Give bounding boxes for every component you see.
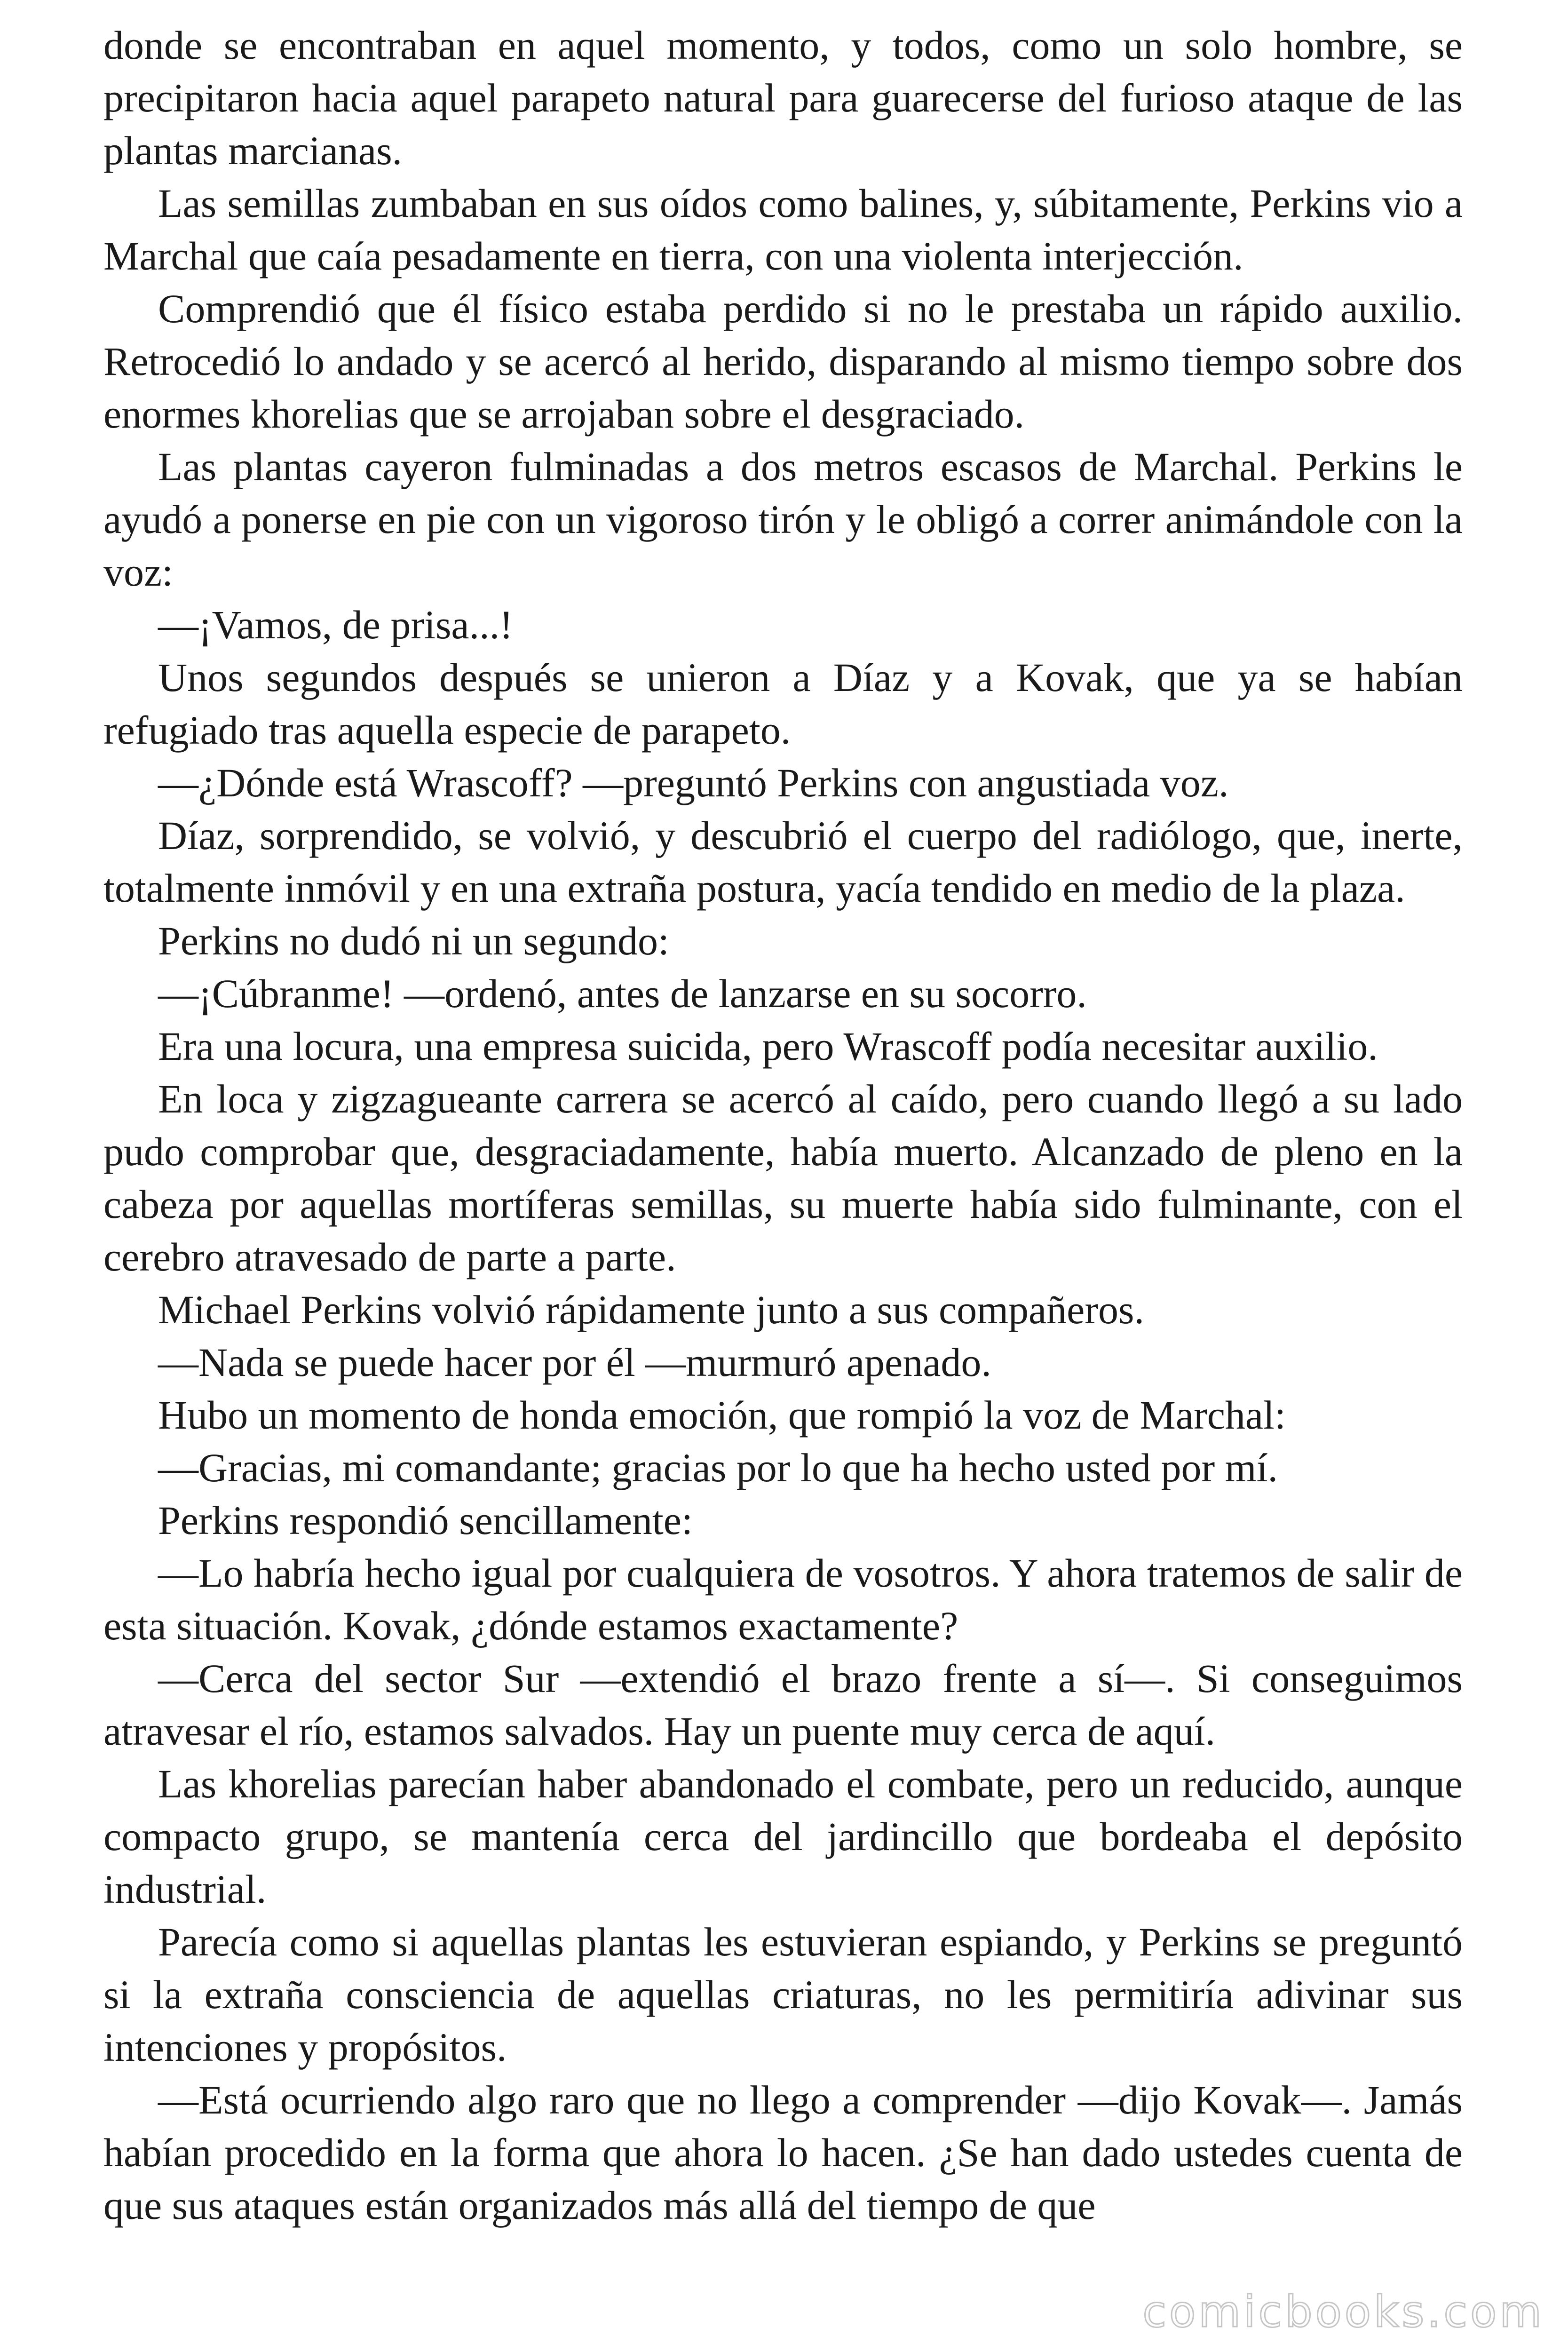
paragraph: —¿Dónde está Wrascoff? —preguntó Perkins con angustiada voz. xyxy=(158,760,1229,805)
paragraph: Unos segundos después se unieron a Díaz y a Kovak, que ya se habían refugiado tras aquella especie de parapeto. xyxy=(103,655,1463,753)
paragraph: —¡Vamos, de prisa...! xyxy=(158,602,513,647)
paragraph: donde se encontraban en aquel momento, y todos, como un solo hombre, se precipitaron hacia aquel parapeto natural para guarecerse del furioso ataque de las plantas marcianas. xyxy=(103,23,1463,173)
paragraph: Las khorelias parecían haber abandonado el combate, pero un reducido, aunque compacto grupo, se mantenía cerca del jardincillo que bordeaba el depósito industrial. xyxy=(103,1761,1463,1912)
paragraph: Hubo un momento de honda emoción, que rompió la voz de Marchal: xyxy=(158,1392,1286,1438)
paragraph: Díaz, sorprendido, se volvió, y descubrió el cuerpo del radiólogo, que, inerte, totalmente inmóvil y en una extraña postura, yacía tendido en medio de la plaza. xyxy=(103,813,1463,911)
page-text-body xyxy=(103,19,1463,2324)
paragraph: —Lo habría hecho igual por cualquiera de vosotros. Y ahora tratemos de salir de esta situación. Kovak, ¿dónde estamos exactamente? xyxy=(103,1550,1463,1648)
paragraph: —Gracias, mi comandante; gracias por lo que ha hecho usted por mí. xyxy=(158,1445,1278,1490)
paragraph: Parecía como si aquellas plantas les estuvieran espiando, y Perkins se preguntó si la extraña consciencia de aquellas criaturas, no les permitiría adivinar sus intenciones y propósitos. xyxy=(103,1919,1463,2070)
paragraph: —¡Cúbranme! —ordenó, antes de lanzarse en su socorro. xyxy=(158,971,1087,1016)
paragraph: Era una locura, una empresa suicida, pero Wrascoff podía necesitar auxilio. xyxy=(158,1024,1378,1069)
paragraph: Perkins respondió sencillamente: xyxy=(158,1498,693,1543)
paragraph: Las plantas cayeron fulminadas a dos metros escasos de Marchal. Perkins le ayudó a ponerse en pie con un vigoroso tirón y le obligó a correr animándole con la voz: xyxy=(103,444,1463,595)
watermark: comicbooks.com xyxy=(1142,2287,1544,2337)
paragraph: En loca y zigzagueante carrera se acercó al caído, pero cuando llegó a su lado pudo comprobar que, desgraciadamente, había muerto. Alcanzado de pleno en la cabeza por aquellas mortíferas semillas, su muerte había sido fulminante, con el cerebro atravesado de parte a parte. xyxy=(103,1076,1463,1279)
paragraph: —Está ocurriendo algo raro que no llego a comprender —dijo Kovak—. Jamás habían procedido en la forma que ahora lo hacen. ¿Se han dado ustedes cuenta de que sus ataques están organizados más allá del tiempo de que xyxy=(103,2077,1463,2228)
paragraph: Perkins no dudó ni un segundo: xyxy=(158,918,669,963)
paragraph: Comprendió que él físico estaba perdido si no le prestaba un rápido auxilio. Retrocedió lo andado y se acercó al herido, disparando al mismo tiempo sobre dos enormes khorelias que se arrojaban sobre el desgraciado. xyxy=(103,286,1463,437)
paragraph: Michael Perkins volvió rápidamente junto a sus compañeros. xyxy=(158,1287,1144,1332)
paragraph: —Cerca del sector Sur —extendió el brazo frente a sí—. Si conseguimos atravesar el río, estamos salvados. Hay un puente muy cerca de aquí. xyxy=(103,1656,1463,1754)
paragraph: Las semillas zumbaban en sus oídos como balines, y, súbitamente, Perkins vio a Marchal que caía pesadamente en tierra, con una violenta interjección. xyxy=(103,181,1463,278)
paragraph: —Nada se puede hacer por él —murmuró apenado. xyxy=(158,1340,991,1385)
